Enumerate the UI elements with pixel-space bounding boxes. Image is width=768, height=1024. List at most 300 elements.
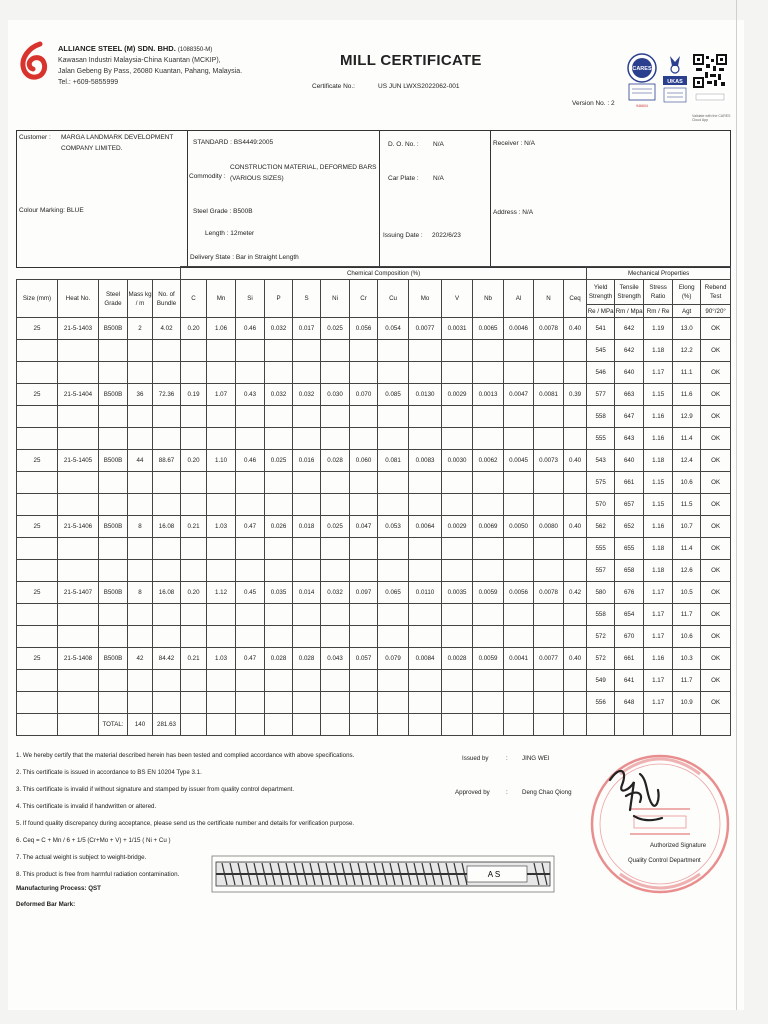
cell-chem: 1.03 bbox=[207, 516, 236, 538]
cell-empty bbox=[350, 560, 378, 582]
col-chem-header: Cr bbox=[350, 280, 378, 318]
cell-mech: OK bbox=[701, 472, 731, 494]
cell-mech: OK bbox=[701, 604, 731, 626]
cell-empty bbox=[442, 472, 473, 494]
cell-mech: 580 bbox=[587, 582, 615, 604]
approved-by-label: Approved by bbox=[455, 789, 490, 796]
header-divider bbox=[187, 131, 188, 267]
cell-mech: 556 bbox=[587, 692, 615, 714]
cell-chem: 0.0031 bbox=[442, 318, 473, 340]
cell-empty bbox=[17, 494, 58, 516]
cell-empty bbox=[207, 340, 236, 362]
cell-empty bbox=[473, 714, 504, 736]
col-elong-header: Elong (%) bbox=[673, 280, 701, 305]
col-chem-header: Cu bbox=[378, 280, 409, 318]
cell-empty bbox=[128, 538, 153, 560]
company-address-2: Jalan Gebeng By Pass, 26080 Kuantan, Pahang, Malaysia. bbox=[58, 68, 243, 75]
cell-empty bbox=[321, 538, 350, 560]
cell-chem: 0.035 bbox=[265, 582, 293, 604]
cell-empty bbox=[207, 472, 236, 494]
cell-chem: 0.018 bbox=[293, 516, 321, 538]
cell-mech: 12.6 bbox=[673, 560, 701, 582]
cell-empty bbox=[207, 494, 236, 516]
col-unit-ratio_unit: Rm / Re bbox=[644, 305, 673, 318]
cell-empty bbox=[409, 494, 442, 516]
cell-grade: B500B bbox=[99, 516, 128, 538]
cell-empty bbox=[409, 626, 442, 648]
cell-chem: 0.46 bbox=[236, 318, 265, 340]
col-chem-header: N bbox=[534, 280, 564, 318]
cell-chem: 1.07 bbox=[207, 384, 236, 406]
cell-mech: 658 bbox=[615, 560, 644, 582]
delivery-state: Delivery State : Bar in Straight Length bbox=[190, 254, 299, 261]
cell-chem: 0.025 bbox=[265, 450, 293, 472]
cell-chem: 0.0045 bbox=[504, 450, 534, 472]
cell-empty bbox=[293, 604, 321, 626]
cell-mech: 11.7 bbox=[673, 670, 701, 692]
cell-empty bbox=[153, 494, 181, 516]
cell-mech: 12.2 bbox=[673, 340, 701, 362]
cell-empty bbox=[153, 362, 181, 384]
cell-empty bbox=[153, 560, 181, 582]
cell-empty bbox=[534, 538, 564, 560]
cell-empty bbox=[321, 472, 350, 494]
cell-empty bbox=[181, 692, 207, 714]
cell-empty bbox=[207, 692, 236, 714]
cell-size: 25 bbox=[17, 450, 58, 472]
cell-mech: 640 bbox=[615, 450, 644, 472]
cell-mech: 10.9 bbox=[673, 692, 701, 714]
col-rebend-header: Rebend Test bbox=[701, 280, 731, 305]
cell-chem: 0.028 bbox=[321, 450, 350, 472]
cell-empty bbox=[504, 670, 534, 692]
cell-chem: 0.0013 bbox=[473, 384, 504, 406]
cell-empty bbox=[534, 494, 564, 516]
cell-chem: 0.097 bbox=[350, 582, 378, 604]
cell-mech: 558 bbox=[587, 604, 615, 626]
cell-empty bbox=[293, 472, 321, 494]
signature-icon bbox=[600, 760, 670, 840]
cell-empty bbox=[236, 494, 265, 516]
cell-grade: B500B bbox=[99, 450, 128, 472]
cell-empty bbox=[534, 472, 564, 494]
cell-empty bbox=[564, 626, 587, 648]
cell-chem: 0.45 bbox=[236, 582, 265, 604]
cell-empty bbox=[99, 692, 128, 714]
cell-empty bbox=[321, 362, 350, 384]
cell-empty bbox=[236, 604, 265, 626]
cell-empty bbox=[321, 670, 350, 692]
col-heat-header: Heat No. bbox=[58, 280, 99, 318]
cell-empty bbox=[236, 406, 265, 428]
cell-empty bbox=[321, 714, 350, 736]
cell-empty bbox=[442, 362, 473, 384]
cell-chem: 0.47 bbox=[236, 516, 265, 538]
table-row bbox=[17, 582, 731, 604]
cell-mech: 546 bbox=[587, 362, 615, 384]
cell-empty bbox=[504, 604, 534, 626]
cell-mech: 648 bbox=[615, 692, 644, 714]
cell-empty bbox=[442, 692, 473, 714]
cell-chem: 0.43 bbox=[236, 384, 265, 406]
table-row bbox=[17, 450, 731, 472]
note-line: 3. This certificate is invalid if without signature and stamped by issuer from quality control department. bbox=[16, 786, 295, 793]
cell-chem: 0.054 bbox=[378, 318, 409, 340]
cell-empty bbox=[58, 428, 99, 450]
cell-chem: 0.19 bbox=[181, 384, 207, 406]
cell-mech: 11.4 bbox=[673, 538, 701, 560]
cell-chem: 0.46 bbox=[236, 450, 265, 472]
do-value: N/A bbox=[433, 141, 444, 148]
table-row bbox=[17, 318, 731, 340]
commodity-1: CONSTRUCTION MATERIAL, DEFORMED BARS bbox=[230, 164, 377, 171]
note-line: 6. Ceq = C + Mn / 6 + 1/5 (Cr+Mo + V) + 1/15 ( Ni + Cu ) bbox=[16, 837, 171, 844]
note-line: 5. If found quality discrepancy during acceptance, please send us the certificate number and details for verification purpose. bbox=[16, 820, 355, 827]
address: Address : N/A bbox=[493, 209, 534, 216]
cell-empty bbox=[564, 406, 587, 428]
cell-mech: OK bbox=[701, 538, 731, 560]
cell-empty bbox=[207, 626, 236, 648]
cell-empty bbox=[350, 604, 378, 626]
cell-chem: 0.070 bbox=[350, 384, 378, 406]
cell-empty bbox=[293, 714, 321, 736]
cell-mass: 8 bbox=[128, 582, 153, 604]
cell-mech: 676 bbox=[615, 582, 644, 604]
cell-empty bbox=[321, 340, 350, 362]
issued-by-value: JING WEI bbox=[522, 755, 550, 762]
cell-mech: OK bbox=[701, 428, 731, 450]
cell-empty bbox=[153, 472, 181, 494]
table-row bbox=[17, 384, 731, 406]
commodity-label: Commodity : bbox=[189, 173, 226, 180]
authorized-signature-label: Authorized Signature bbox=[650, 843, 707, 849]
cell-empty bbox=[409, 604, 442, 626]
cell-heat: 21-5-1405 bbox=[58, 450, 99, 472]
cell-empty bbox=[181, 538, 207, 560]
cell-chem: 0.079 bbox=[378, 648, 409, 670]
cell-empty bbox=[17, 560, 58, 582]
cell-mech: 1.18 bbox=[644, 538, 673, 560]
note-line: 7. The actual weight is subject to weight-bridge. bbox=[16, 854, 147, 861]
cell-mech: 652 bbox=[615, 516, 644, 538]
bar-mark-letters: A S bbox=[487, 870, 501, 879]
cell-empty bbox=[181, 494, 207, 516]
cell-empty bbox=[153, 428, 181, 450]
cell-empty bbox=[128, 340, 153, 362]
cell-empty bbox=[128, 692, 153, 714]
cell-chem: 0.0130 bbox=[409, 384, 442, 406]
cell-empty bbox=[321, 406, 350, 428]
deformed-bar-mark-drawing bbox=[210, 852, 556, 896]
cell-empty bbox=[58, 538, 99, 560]
cell-empty bbox=[181, 714, 207, 736]
cell-empty bbox=[207, 362, 236, 384]
length: Length : 12meter bbox=[205, 230, 255, 237]
customer-name-1: MARGA LANDMARK DEVELOPMENT bbox=[61, 134, 174, 141]
cell-mech: 641 bbox=[615, 670, 644, 692]
cell-mech: 555 bbox=[587, 428, 615, 450]
cell-empty bbox=[58, 604, 99, 626]
cell-empty bbox=[564, 472, 587, 494]
cell-empty bbox=[128, 626, 153, 648]
colour-marking: Colour Marking: BLUE bbox=[19, 207, 84, 214]
col-chem-header: Ceq bbox=[564, 280, 587, 318]
cell-empty bbox=[378, 494, 409, 516]
cell-chem: 0.016 bbox=[293, 450, 321, 472]
col-chem-header: C bbox=[181, 280, 207, 318]
cell-empty bbox=[504, 626, 534, 648]
cell-empty bbox=[350, 692, 378, 714]
cell-mech: 1.18 bbox=[644, 340, 673, 362]
cell-empty bbox=[181, 626, 207, 648]
cell-empty bbox=[17, 406, 58, 428]
cell-empty bbox=[207, 538, 236, 560]
cell-mech: 558 bbox=[587, 406, 615, 428]
cell-empty bbox=[442, 670, 473, 692]
cell-empty bbox=[409, 472, 442, 494]
cell-empty bbox=[504, 494, 534, 516]
cell-mech: 661 bbox=[615, 472, 644, 494]
cell-chem: 0.0081 bbox=[534, 384, 564, 406]
manufacturing-process: Manufacturing Process: QST bbox=[16, 885, 101, 892]
cell-empty bbox=[265, 560, 293, 582]
cell-empty bbox=[58, 670, 99, 692]
cell-chem: 0.0030 bbox=[442, 450, 473, 472]
cell-empty bbox=[564, 340, 587, 362]
cell-empty bbox=[504, 340, 534, 362]
car-plate-label: Car Plate : bbox=[388, 175, 419, 182]
cell-empty bbox=[265, 670, 293, 692]
ukas-label: UKAS bbox=[667, 79, 683, 85]
cell-mech: 663 bbox=[615, 384, 644, 406]
cell-mech: 1.17 bbox=[644, 692, 673, 714]
cell-chem: 0.026 bbox=[265, 516, 293, 538]
cell-empty bbox=[128, 604, 153, 626]
cell-empty bbox=[350, 538, 378, 560]
cell-empty bbox=[378, 538, 409, 560]
cell-empty bbox=[350, 428, 378, 450]
col-tensile-header: Tensile Strength bbox=[615, 280, 644, 305]
table-row bbox=[17, 692, 731, 714]
cell-empty bbox=[534, 692, 564, 714]
issuing-date-value: 2022/6/23 bbox=[432, 232, 461, 239]
cell-mech: 1.18 bbox=[644, 560, 673, 582]
customer-label: Customer : bbox=[19, 134, 51, 141]
cell-empty bbox=[99, 670, 128, 692]
cell-mech: 1.17 bbox=[644, 582, 673, 604]
cell-empty bbox=[181, 406, 207, 428]
cell-empty bbox=[442, 538, 473, 560]
header-divider bbox=[379, 131, 380, 267]
cell-mech: 10.7 bbox=[673, 516, 701, 538]
cell-mech: 10.3 bbox=[673, 648, 701, 670]
cell-chem: 0.025 bbox=[321, 516, 350, 538]
cell-empty bbox=[128, 406, 153, 428]
cell-empty bbox=[265, 604, 293, 626]
cell-chem: 0.39 bbox=[564, 384, 587, 406]
certificate-no: US JUN LWXS2022062-001 bbox=[378, 83, 460, 90]
cell-mech: OK bbox=[701, 406, 731, 428]
cell-chem: 0.0078 bbox=[534, 318, 564, 340]
cell-mech: 13.0 bbox=[673, 318, 701, 340]
mechanical-group-header: Mechanical Properties bbox=[587, 267, 731, 280]
cell-empty bbox=[473, 428, 504, 450]
cell-empty bbox=[504, 538, 534, 560]
cell-empty bbox=[293, 560, 321, 582]
cell-empty bbox=[265, 428, 293, 450]
cell-empty bbox=[207, 406, 236, 428]
col-mass-header: Mass kg / m bbox=[128, 280, 153, 318]
cell-empty bbox=[378, 428, 409, 450]
cell-mech: 12.4 bbox=[673, 450, 701, 472]
standard: STANDARD : BS4449:2005 bbox=[193, 139, 274, 146]
cell-chem: 0.40 bbox=[564, 648, 587, 670]
cell-chem: 0.014 bbox=[293, 582, 321, 604]
cell-grade: B500B bbox=[99, 582, 128, 604]
cell-empty bbox=[265, 362, 293, 384]
cell-empty bbox=[17, 692, 58, 714]
cell-empty bbox=[293, 362, 321, 384]
cell-mech: 1.15 bbox=[644, 384, 673, 406]
cell-chem: 0.0064 bbox=[409, 516, 442, 538]
quality-control-department-label: Quality Control Department bbox=[628, 858, 701, 864]
cell-empty bbox=[378, 604, 409, 626]
cell-mech: 1.17 bbox=[644, 626, 673, 648]
cell-empty bbox=[321, 560, 350, 582]
cell-empty bbox=[99, 362, 128, 384]
cell-empty bbox=[321, 428, 350, 450]
cell-chem: 0.0046 bbox=[504, 318, 534, 340]
cell-chem: 0.0077 bbox=[534, 648, 564, 670]
cell-chem: 0.030 bbox=[321, 384, 350, 406]
cell-empty bbox=[350, 626, 378, 648]
cell-empty bbox=[58, 560, 99, 582]
cell-empty bbox=[564, 604, 587, 626]
cell-mech: 640 bbox=[615, 362, 644, 384]
issuing-date-label: Issuing Date : bbox=[383, 232, 423, 239]
cell-mech: 11.4 bbox=[673, 428, 701, 450]
cell-empty bbox=[99, 560, 128, 582]
cell-empty bbox=[350, 472, 378, 494]
total-label: TOTAL: bbox=[99, 714, 128, 736]
col-chem-header: V bbox=[442, 280, 473, 318]
cell-empty bbox=[321, 604, 350, 626]
cell-mech: OK bbox=[701, 692, 731, 714]
cell-empty bbox=[564, 538, 587, 560]
version-no: Version No. : 2 bbox=[572, 100, 615, 107]
cell-chem: 0.081 bbox=[378, 450, 409, 472]
issued-by-colon: : bbox=[506, 755, 508, 762]
cell-empty bbox=[293, 538, 321, 560]
cell-bundle: 84.42 bbox=[153, 648, 181, 670]
cares-badge-icon bbox=[626, 52, 658, 110]
col-chem-header: Si bbox=[236, 280, 265, 318]
cell-empty bbox=[17, 714, 58, 736]
header-info-box bbox=[16, 130, 731, 268]
cell-chem: 0.0080 bbox=[534, 516, 564, 538]
cell-empty bbox=[473, 538, 504, 560]
cell-empty bbox=[207, 560, 236, 582]
cell-empty bbox=[473, 560, 504, 582]
cell-empty bbox=[128, 494, 153, 516]
cell-chem: 0.0029 bbox=[442, 516, 473, 538]
cell-mech: 11.7 bbox=[673, 604, 701, 626]
cell-empty bbox=[153, 340, 181, 362]
cell-empty bbox=[265, 472, 293, 494]
cell-mech: 10.6 bbox=[673, 472, 701, 494]
cell-empty bbox=[181, 362, 207, 384]
cell-mech: 642 bbox=[615, 318, 644, 340]
cell-chem: 0.0059 bbox=[473, 648, 504, 670]
cell-mech: 661 bbox=[615, 648, 644, 670]
cell-empty bbox=[265, 340, 293, 362]
cell-empty bbox=[58, 472, 99, 494]
cell-empty bbox=[442, 560, 473, 582]
cell-mech: 11.5 bbox=[673, 494, 701, 516]
cell-empty bbox=[58, 626, 99, 648]
cell-empty bbox=[181, 560, 207, 582]
cell-empty bbox=[58, 340, 99, 362]
table-row bbox=[17, 538, 731, 560]
cell-empty bbox=[99, 604, 128, 626]
cell-empty bbox=[534, 670, 564, 692]
cell-mech: OK bbox=[701, 362, 731, 384]
cell-mech: 1.16 bbox=[644, 406, 673, 428]
cell-empty bbox=[153, 538, 181, 560]
cell-chem: 0.032 bbox=[293, 384, 321, 406]
cell-size: 25 bbox=[17, 318, 58, 340]
cell-empty bbox=[128, 428, 153, 450]
cell-mech: OK bbox=[701, 582, 731, 604]
cell-mech: 549 bbox=[587, 670, 615, 692]
cell-chem: 0.0029 bbox=[442, 384, 473, 406]
cell-mech: OK bbox=[701, 494, 731, 516]
cell-empty bbox=[409, 670, 442, 692]
cell-empty bbox=[504, 714, 534, 736]
cell-mech: 657 bbox=[615, 494, 644, 516]
cell-mech: OK bbox=[701, 450, 731, 472]
cell-mass: 36 bbox=[128, 384, 153, 406]
cell-empty bbox=[350, 340, 378, 362]
cell-mass: 44 bbox=[128, 450, 153, 472]
approved-by-colon: : bbox=[506, 789, 508, 796]
cell-mech: 647 bbox=[615, 406, 644, 428]
cell-empty bbox=[236, 538, 265, 560]
cell-empty bbox=[473, 604, 504, 626]
cell-mech: 642 bbox=[615, 340, 644, 362]
cell-empty bbox=[293, 406, 321, 428]
cell-mech: 562 bbox=[587, 516, 615, 538]
cell-mech: 643 bbox=[615, 428, 644, 450]
cell-empty bbox=[473, 494, 504, 516]
cell-chem: 0.0065 bbox=[473, 318, 504, 340]
cell-bundle: 88.67 bbox=[153, 450, 181, 472]
col-ratio-header: Stress Ratio bbox=[644, 280, 673, 305]
cell-chem: 0.0050 bbox=[504, 516, 534, 538]
qr-caption: Validate with the CARES Cloud App bbox=[692, 114, 731, 122]
cell-empty bbox=[378, 670, 409, 692]
ukas-badge-icon bbox=[662, 52, 688, 112]
cell-empty bbox=[17, 428, 58, 450]
note-line: 8. This product is free from harmful radiation contamination. bbox=[16, 871, 180, 878]
issued-by-label: Issued by bbox=[462, 755, 489, 762]
deformed-bar-mark-label: Deformed Bar Mark: bbox=[16, 901, 76, 908]
cell-empty bbox=[534, 406, 564, 428]
table-row bbox=[17, 670, 731, 692]
cell-empty bbox=[293, 692, 321, 714]
cell-empty bbox=[153, 604, 181, 626]
cell-empty bbox=[17, 362, 58, 384]
